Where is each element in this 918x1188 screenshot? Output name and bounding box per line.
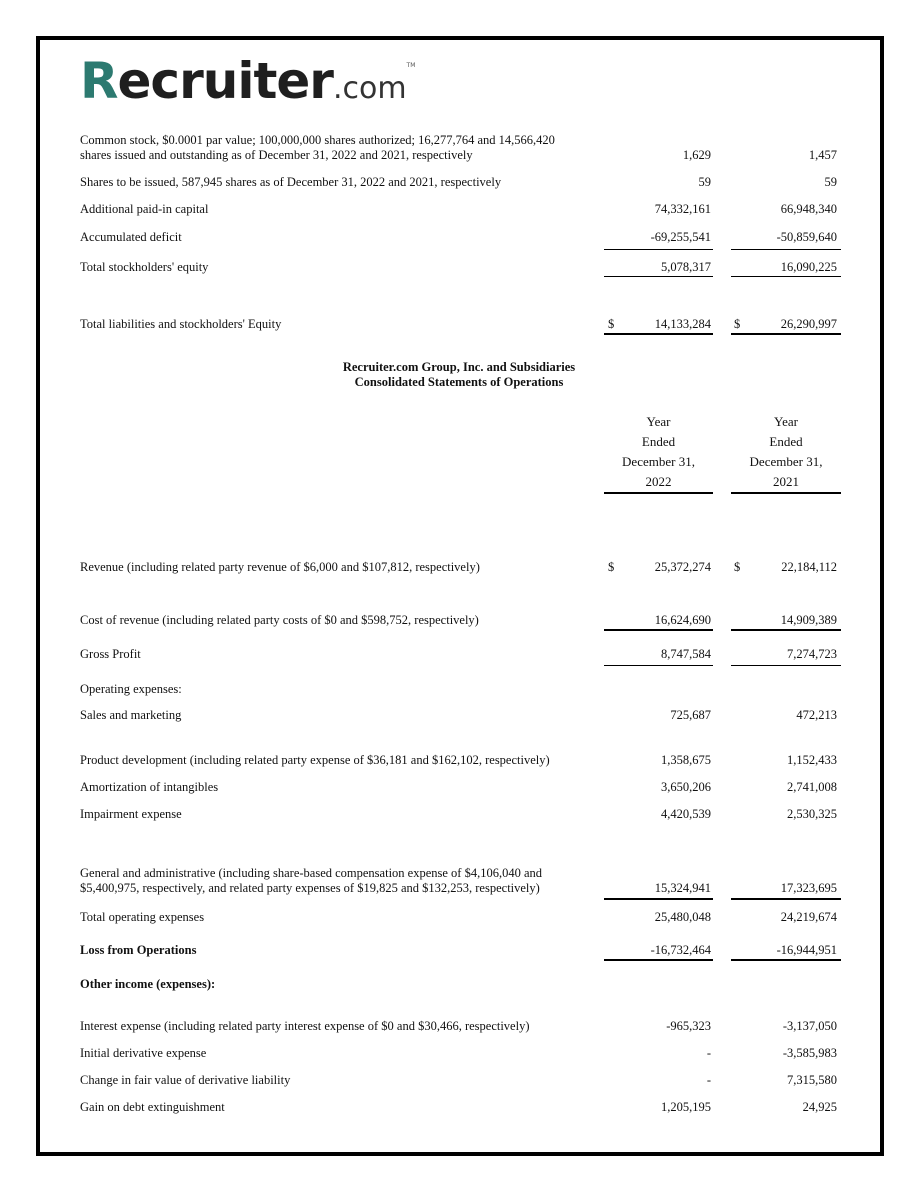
accumulated-deficit-2021: -50,859,640: [776, 230, 837, 244]
column-header-line: Ended: [641, 434, 676, 449]
general-admin-2022: 15,324,941: [654, 881, 711, 895]
rule: [604, 249, 713, 250]
impairment-label: Impairment expense: [80, 807, 182, 821]
total-equity-2021: 16,090,225: [780, 260, 837, 274]
accumulated-deficit-2022: -69,255,541: [650, 230, 711, 244]
rule: [604, 898, 713, 900]
gain-debt-extinguishment-2021: 24,925: [802, 1100, 837, 1114]
change-fair-value-2022: -: [706, 1073, 711, 1087]
common-stock-2022: 1,629: [682, 148, 711, 162]
common-stock-2021: 1,457: [808, 148, 837, 162]
change-fair-value-2021: 7,315,580: [787, 1073, 837, 1087]
revenue-2022: 25,372,274: [654, 560, 711, 574]
initial-derivative-2021: -3,585,983: [782, 1046, 837, 1060]
amortization-label: Amortization of intangibles: [80, 780, 219, 794]
product-development-2022: 1,358,675: [661, 753, 711, 767]
sales-marketing-2021: 472,213: [796, 708, 837, 722]
column-header-2021: [731, 412, 841, 492]
revenue-label: Revenue (including related party revenue of $6,000 and $107,812, respectively): [80, 560, 480, 574]
interest-expense-2021: -3,137,050: [782, 1019, 837, 1033]
loss-from-operations-2021: -16,944,951: [776, 943, 837, 957]
total-operating-expenses-2021: 24,219,674: [780, 910, 837, 924]
apic-label: Additional paid-in capital: [80, 202, 209, 216]
header-rule: [731, 492, 841, 494]
rule: [731, 249, 841, 250]
gross-profit-label: Gross Profit: [80, 647, 141, 661]
rule: [604, 665, 713, 666]
total-operating-expenses-2022: 25,480,048: [654, 910, 711, 924]
general-admin-2021: 17,323,695: [780, 881, 837, 895]
column-header-line: December 31,: [622, 454, 695, 469]
general-admin-label-line2: $5,400,975, respectively, and related party expenses of $19,825 and $132,253, respectively): [80, 881, 540, 895]
loss-from-operations-2022: -16,732,464: [650, 943, 711, 957]
rule: [604, 959, 713, 961]
statement-title-name: Consolidated Statements of Operations: [354, 375, 564, 389]
impairment-2022: 4,420,539: [661, 807, 711, 821]
rule: [731, 629, 841, 631]
total-equity-label: Total stockholders' equity: [80, 260, 209, 274]
amortization-2022: 3,650,206: [661, 780, 711, 794]
gross-profit-2022: 8,747,584: [661, 647, 711, 661]
dollar-sign: $: [608, 560, 615, 574]
cost-of-revenue-label: Cost of revenue (including related party costs of $0 and $598,752, respectively): [80, 613, 479, 627]
cost-of-revenue-2022: 16,624,690: [654, 613, 711, 627]
logo-domain: .com: [332, 71, 407, 106]
column-header-line: Ended: [769, 434, 803, 449]
gain-debt-extinguishment-label: Gain on debt extinguishment: [80, 1100, 225, 1114]
apic-2022: 74,332,161: [654, 202, 711, 216]
total-equity-2022: 5,078,317: [661, 260, 711, 274]
operating-expenses-label: Operating expenses:: [80, 682, 182, 696]
shares-to-issue-2021: 59: [824, 175, 837, 189]
column-header-line: 2022: [645, 474, 672, 489]
rule: [731, 959, 841, 961]
sales-marketing-label: Sales and marketing: [80, 708, 182, 722]
gain-debt-extinguishment-2022: 1,205,195: [661, 1100, 711, 1114]
statement-title-company: Recruiter.com Group, Inc. and Subsidiaries: [342, 360, 576, 374]
logo-brand-tail: ecruiter: [117, 52, 333, 110]
shares-to-issue-label: Shares to be issued, 587,945 shares as of December 31, 2022 and 2021, respectively: [80, 175, 502, 189]
rule: [604, 276, 713, 277]
column-header-2022: [604, 412, 713, 492]
common-stock-label-line1: Common stock, $0.0001 par value; 100,000,000 shares authorized; 16,277,764 and 14,566,420: [80, 133, 555, 147]
initial-derivative-2022: -: [706, 1046, 711, 1060]
dollar-sign: $: [734, 317, 741, 331]
product-development-label: Product development (including related party expense of $36,181 and $162,102, respectively): [80, 753, 550, 767]
dollar-sign: $: [608, 317, 615, 331]
column-header-line: Year: [646, 414, 671, 429]
shares-to-issue-2022: 59: [698, 175, 711, 189]
column-header-line: Year: [774, 414, 798, 429]
loss-from-operations-label: Loss from Operations: [80, 943, 197, 957]
dollar-sign: $: [734, 560, 741, 574]
total-liabilities-equity-label: Total liabilities and stockholders' Equity: [80, 317, 282, 331]
rule: [604, 629, 713, 631]
other-income-label: Other income (expenses):: [80, 977, 216, 991]
interest-expense-label: Interest expense (including related party interest expense of $0 and $30,466, respectively): [80, 1019, 530, 1033]
header-rule: [604, 492, 713, 494]
gross-profit-2021: 7,274,723: [787, 647, 837, 661]
total-operating-expenses-label: Total operating expenses: [80, 910, 205, 924]
common-stock-label-line2: shares issued and outstanding as of December 31, 2022 and 2021, respectively: [80, 148, 473, 162]
rule: [731, 276, 841, 277]
general-admin-label-line1: General and administrative (including share-based compensation expense of $4,106,040 and: [80, 866, 543, 880]
interest-expense-2022: -965,323: [666, 1019, 711, 1033]
revenue-2021: 22,184,112: [781, 560, 837, 574]
column-header-line: December 31,: [749, 454, 823, 469]
apic-2021: 66,948,340: [780, 202, 837, 216]
product-development-2021: 1,152,433: [787, 753, 837, 767]
total-liabilities-equity-2022: 14,133,284: [654, 317, 711, 331]
initial-derivative-label: Initial derivative expense: [80, 1046, 207, 1060]
rule: [731, 665, 841, 666]
column-header-line: 2021: [773, 474, 799, 489]
total-liabilities-equity-2021: 26,290,997: [780, 317, 837, 331]
double-rule: [604, 333, 713, 335]
recruiter-logo: Recruiter.com™: [80, 52, 416, 110]
sales-marketing-2022: 725,687: [670, 708, 711, 722]
rule: [731, 898, 841, 900]
logo-tm: TM: [406, 62, 416, 69]
double-rule: [731, 333, 841, 335]
accumulated-deficit-label: Accumulated deficit: [80, 230, 182, 244]
amortization-2021: 2,741,008: [787, 780, 837, 794]
change-fair-value-label: Change in fair value of derivative liability: [80, 1073, 291, 1087]
cost-of-revenue-2021: 14,909,389: [780, 613, 837, 627]
impairment-2021: 2,530,325: [787, 807, 837, 821]
